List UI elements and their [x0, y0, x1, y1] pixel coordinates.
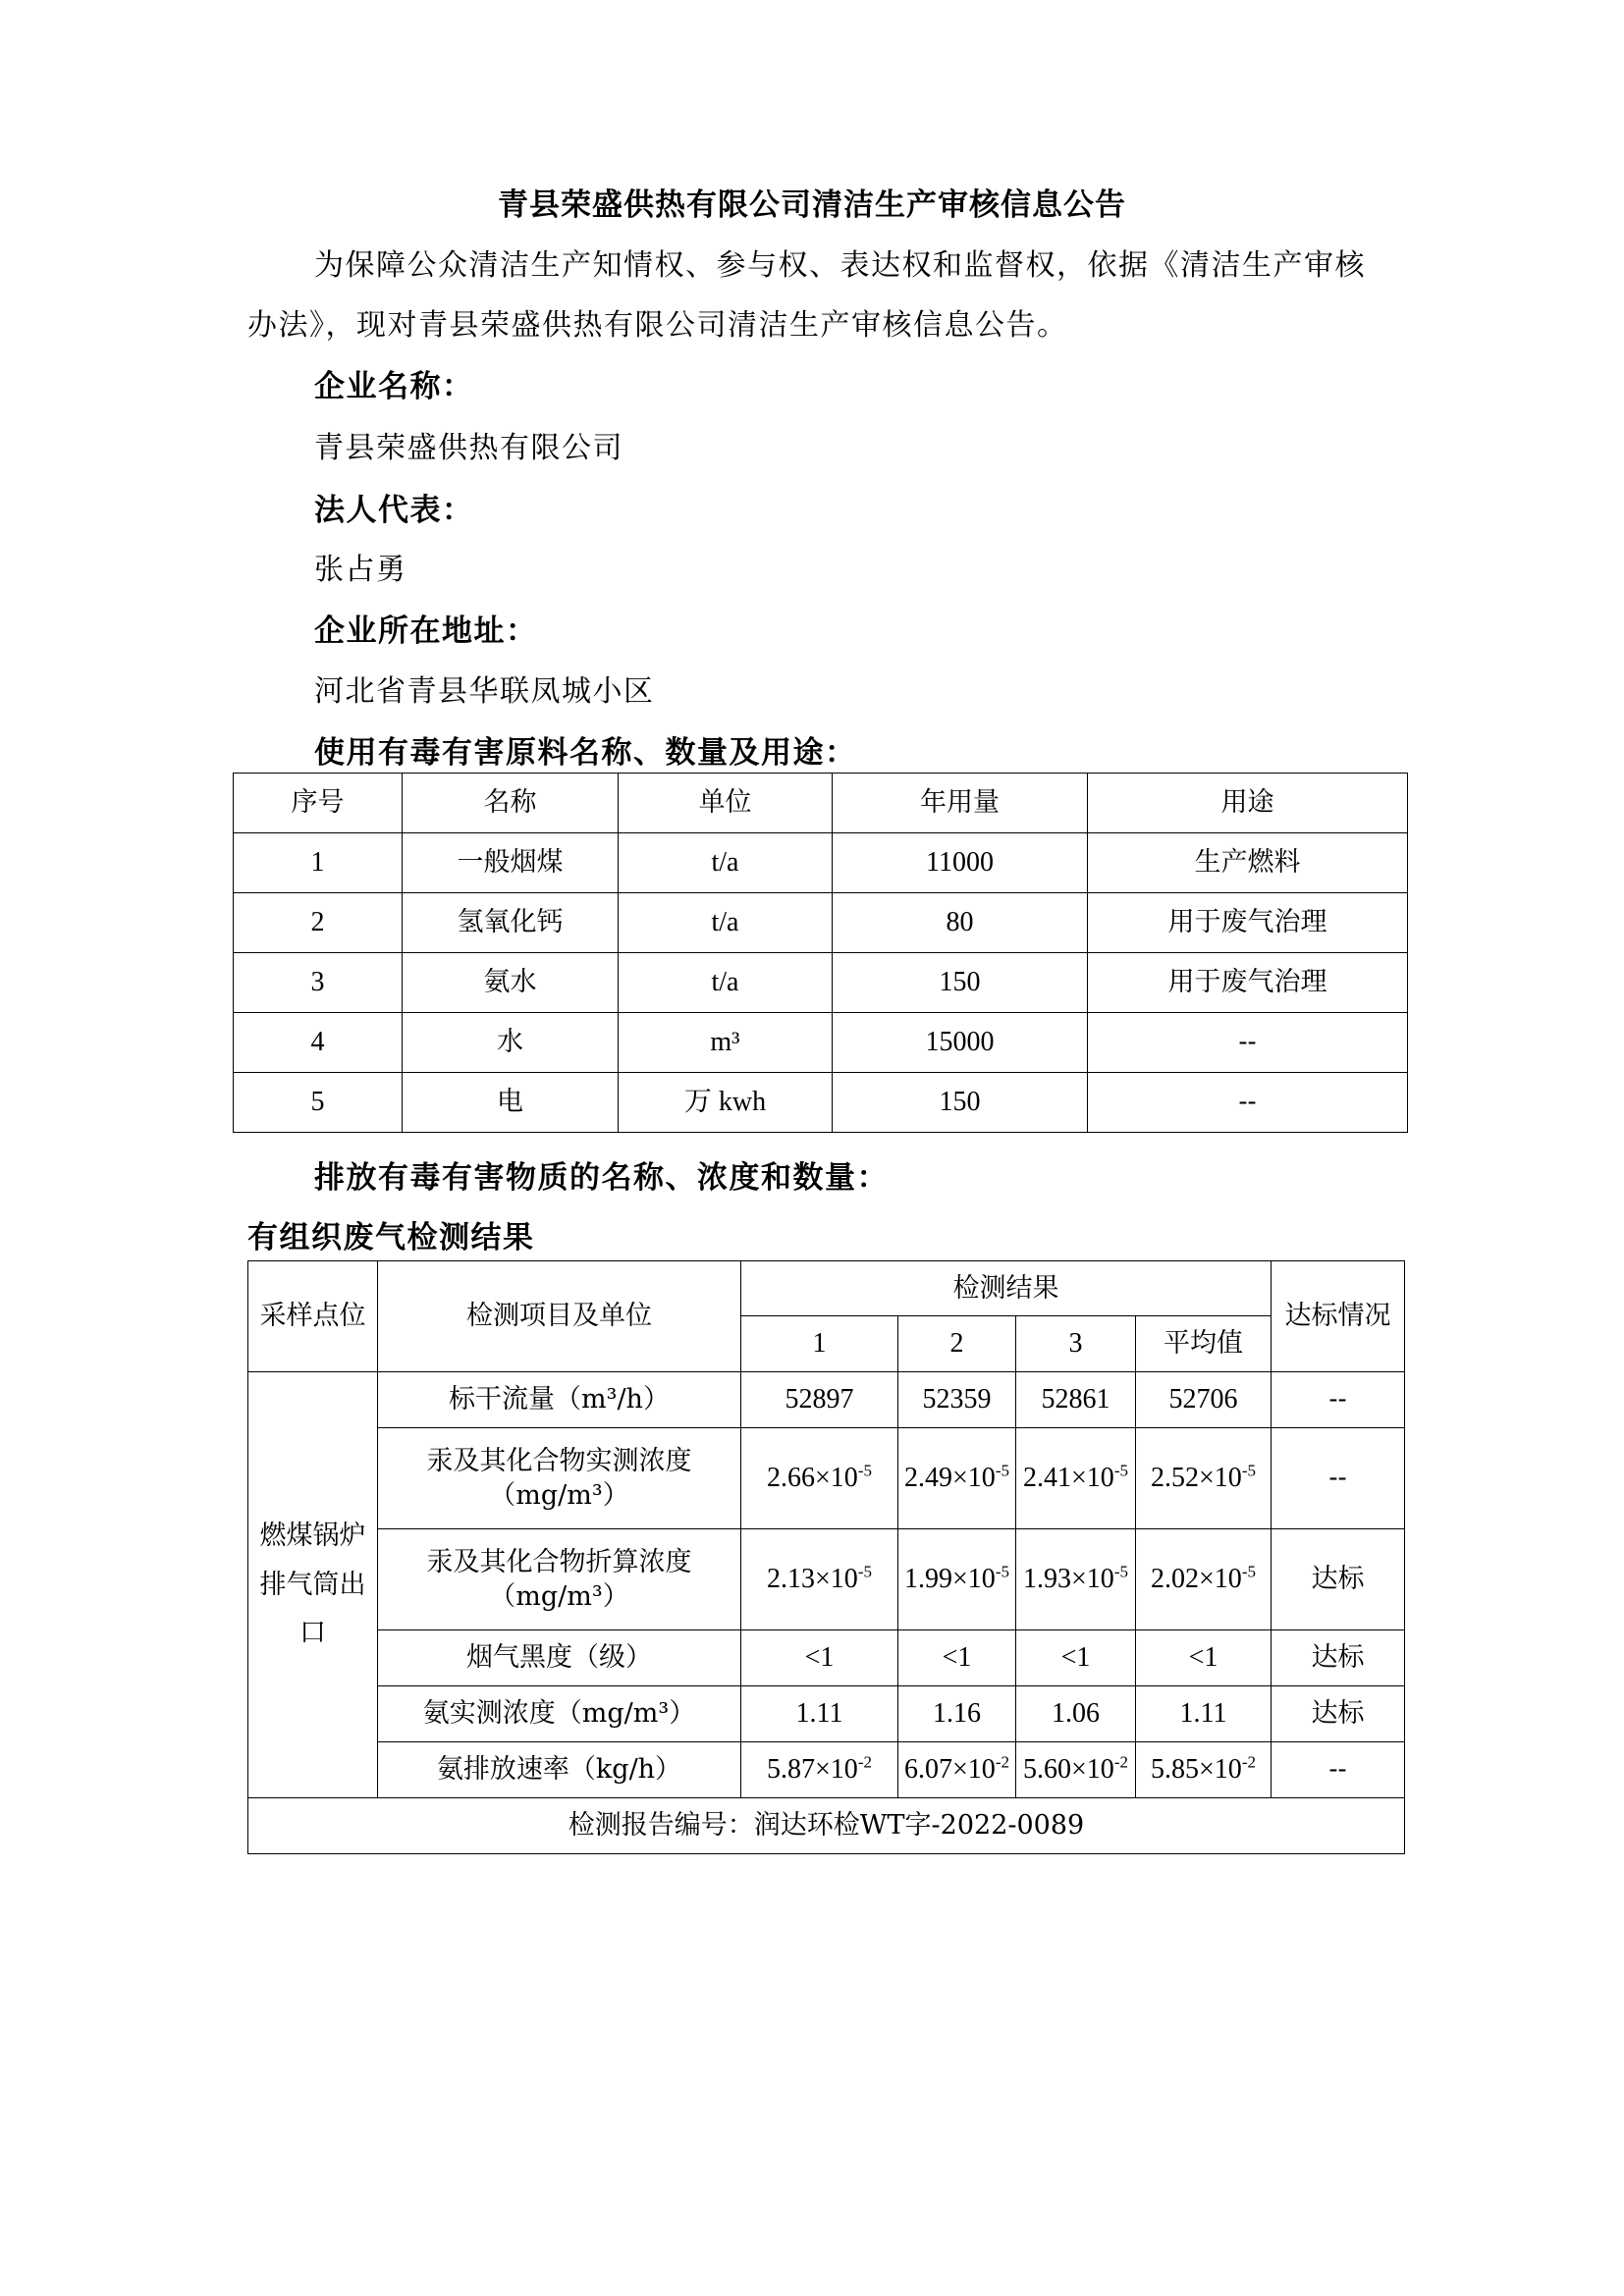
- company-value: 青县荣盛供热有限公司: [314, 431, 623, 465]
- materials-name: 电: [403, 1073, 619, 1133]
- materials-annual: 80: [833, 893, 1088, 953]
- table-row: [248, 1742, 1405, 1798]
- gas-col-r1: 1: [741, 1316, 898, 1372]
- table-row: [234, 893, 1408, 953]
- gas-status: 达标: [1272, 1529, 1405, 1630]
- materials-use: --: [1088, 1073, 1408, 1133]
- gas-status: --: [1272, 1372, 1405, 1428]
- materials-name: 氨水: [403, 953, 619, 1013]
- table-row: [248, 1686, 1405, 1742]
- table-row: [248, 1372, 1405, 1428]
- gas-exp-2: -5: [995, 1461, 1009, 1480]
- gas-footer-row: [248, 1798, 1405, 1854]
- gas-item: 汞及其化合物实测浓度（mg/m³）: [378, 1428, 741, 1529]
- gas-status: 达标: [1272, 1630, 1405, 1686]
- gas-value-2: 52359: [898, 1372, 1016, 1428]
- gas-value-1: 52897: [741, 1372, 898, 1428]
- gas-value-avg: 5.85×10: [1151, 1753, 1242, 1785]
- materials-col-index: 序号: [234, 774, 403, 833]
- gas-col-r2: 2: [898, 1316, 1016, 1372]
- table-row: [248, 1529, 1405, 1630]
- table-row: [234, 1073, 1408, 1133]
- materials-use: 生产燃料: [1088, 833, 1408, 893]
- address-label: 企业所在地址：: [314, 614, 538, 649]
- table-row: [234, 1013, 1408, 1073]
- materials-annual: 11000: [833, 833, 1088, 893]
- legal-rep-label: 法人代表：: [314, 493, 474, 528]
- gas-exp-3: -5: [1113, 1461, 1128, 1480]
- gas-value-2: 1.99×10: [904, 1563, 996, 1594]
- intro-paragraph: 为保障公众清洁生产知情权、参与权、表达权和监督权，依据《清洁生产审核办法》，现对青县荣盛供热有限公司清洁生产审核信息公告。: [247, 248, 1366, 343]
- gas-col-r3: 3: [1016, 1316, 1136, 1372]
- materials-index: 2: [234, 893, 403, 953]
- gas-col-results: 检测结果: [741, 1261, 1272, 1316]
- gas-value-2: <1: [898, 1630, 1016, 1686]
- gas-status: 达标: [1272, 1686, 1405, 1742]
- gas-exp-avg: -5: [1241, 1562, 1256, 1581]
- gas-exp-1: -2: [857, 1752, 872, 1772]
- gas-value-1: 2.66×10: [767, 1462, 858, 1493]
- gas-col-item: 检测项目及单位: [378, 1261, 741, 1372]
- gas-value-avg: 2.52×10: [1151, 1462, 1242, 1493]
- legal-rep-value: 张占勇: [314, 553, 407, 587]
- address-value: 河北省青县华联凤城小区: [314, 674, 655, 709]
- gas-col-avg: 平均值: [1136, 1316, 1272, 1372]
- gas-value-2: 2.49×10: [904, 1462, 996, 1493]
- materials-index: 3: [234, 953, 403, 1013]
- gas-exp-avg: -5: [1241, 1461, 1256, 1480]
- table-row: [234, 953, 1408, 1013]
- materials-header-row: [234, 774, 1408, 833]
- company-label: 企业名称：: [314, 369, 474, 404]
- materials-col-use: 用途: [1088, 774, 1408, 833]
- gas-exp-3: -2: [1113, 1752, 1128, 1772]
- gas-item: 烟气黑度（级）: [378, 1630, 741, 1686]
- materials-col-annual: 年用量: [833, 774, 1088, 833]
- gas-value-3: 2.41×10: [1023, 1462, 1114, 1493]
- table-row: [248, 1428, 1405, 1529]
- materials-unit: t/a: [619, 953, 833, 1013]
- materials-index: 5: [234, 1073, 403, 1133]
- gas-value-1: 2.13×10: [767, 1563, 858, 1594]
- materials-annual: 150: [833, 953, 1088, 1013]
- gas-value-3: 5.60×10: [1023, 1753, 1114, 1785]
- gas-status: --: [1272, 1742, 1405, 1798]
- gas-value-3: 1.06: [1016, 1686, 1136, 1742]
- gas-heading: 有组织废气检测结果: [247, 1220, 535, 1255]
- emissions-heading: 排放有毒有害物质的名称、浓度和数量：: [314, 1160, 889, 1196]
- gas-col-status: 达标情况: [1272, 1261, 1405, 1372]
- gas-exp-3: -5: [1113, 1562, 1128, 1581]
- materials-col-name: 名称: [403, 774, 619, 833]
- table-row: [248, 1630, 1405, 1686]
- gas-item: 汞及其化合物折算浓度（mg/m³）: [378, 1529, 741, 1630]
- gas-value-1: <1: [741, 1630, 898, 1686]
- materials-unit: 万 kwh: [619, 1073, 833, 1133]
- gas-value-3: 52861: [1016, 1372, 1136, 1428]
- gas-value-avg: 1.11: [1136, 1686, 1272, 1742]
- gas-header-row: [248, 1261, 1405, 1316]
- gas-value-3: <1: [1016, 1630, 1136, 1686]
- gas-exp-1: -5: [857, 1562, 872, 1581]
- gas-exp-2: -2: [995, 1752, 1009, 1772]
- gas-exp-avg: -2: [1241, 1752, 1256, 1772]
- report-number: 检测报告编号：润达环检WT字-2022-0089: [248, 1798, 1405, 1854]
- gas-value-avg: <1: [1136, 1630, 1272, 1686]
- materials-annual: 150: [833, 1073, 1088, 1133]
- materials-unit: t/a: [619, 893, 833, 953]
- gas-col-site: 采样点位: [248, 1261, 378, 1372]
- materials-annual: 15000: [833, 1013, 1088, 1073]
- gas-table: [247, 1260, 1405, 1854]
- gas-value-avg: 2.02×10: [1151, 1563, 1242, 1594]
- materials-use: --: [1088, 1013, 1408, 1073]
- gas-exp-2: -5: [995, 1562, 1009, 1581]
- gas-item: 氨实测浓度（mg/m³）: [378, 1686, 741, 1742]
- materials-use: 用于废气治理: [1088, 893, 1408, 953]
- materials-col-unit: 单位: [619, 774, 833, 833]
- gas-exp-1: -5: [857, 1461, 872, 1480]
- table-row: [234, 833, 1408, 893]
- gas-status: --: [1272, 1428, 1405, 1529]
- page-title: 青县荣盛供热有限公司清洁生产审核信息公告: [498, 187, 1126, 223]
- materials-index: 4: [234, 1013, 403, 1073]
- materials-name: 氢氧化钙: [403, 893, 619, 953]
- gas-item: 氨排放速率（kg/h）: [378, 1742, 741, 1798]
- materials-table: [233, 773, 1408, 1133]
- gas-item: 标干流量（m³/h）: [378, 1372, 741, 1428]
- materials-unit: t/a: [619, 833, 833, 893]
- materials-use: 用于废气治理: [1088, 953, 1408, 1013]
- gas-value-1: 1.11: [741, 1686, 898, 1742]
- materials-heading: 使用有毒有害原料名称、数量及用途：: [314, 735, 857, 771]
- gas-value-avg: 52706: [1136, 1372, 1272, 1428]
- gas-site-cell: 燃煤锅炉排气筒出口: [248, 1372, 378, 1798]
- gas-value-1: 5.87×10: [767, 1753, 858, 1785]
- gas-value-2: 1.16: [898, 1686, 1016, 1742]
- materials-unit: m³: [619, 1013, 833, 1073]
- materials-name: 一般烟煤: [403, 833, 619, 893]
- gas-value-3: 1.93×10: [1023, 1563, 1114, 1594]
- gas-value-2: 6.07×10: [904, 1753, 996, 1785]
- materials-index: 1: [234, 833, 403, 893]
- materials-name: 水: [403, 1013, 619, 1073]
